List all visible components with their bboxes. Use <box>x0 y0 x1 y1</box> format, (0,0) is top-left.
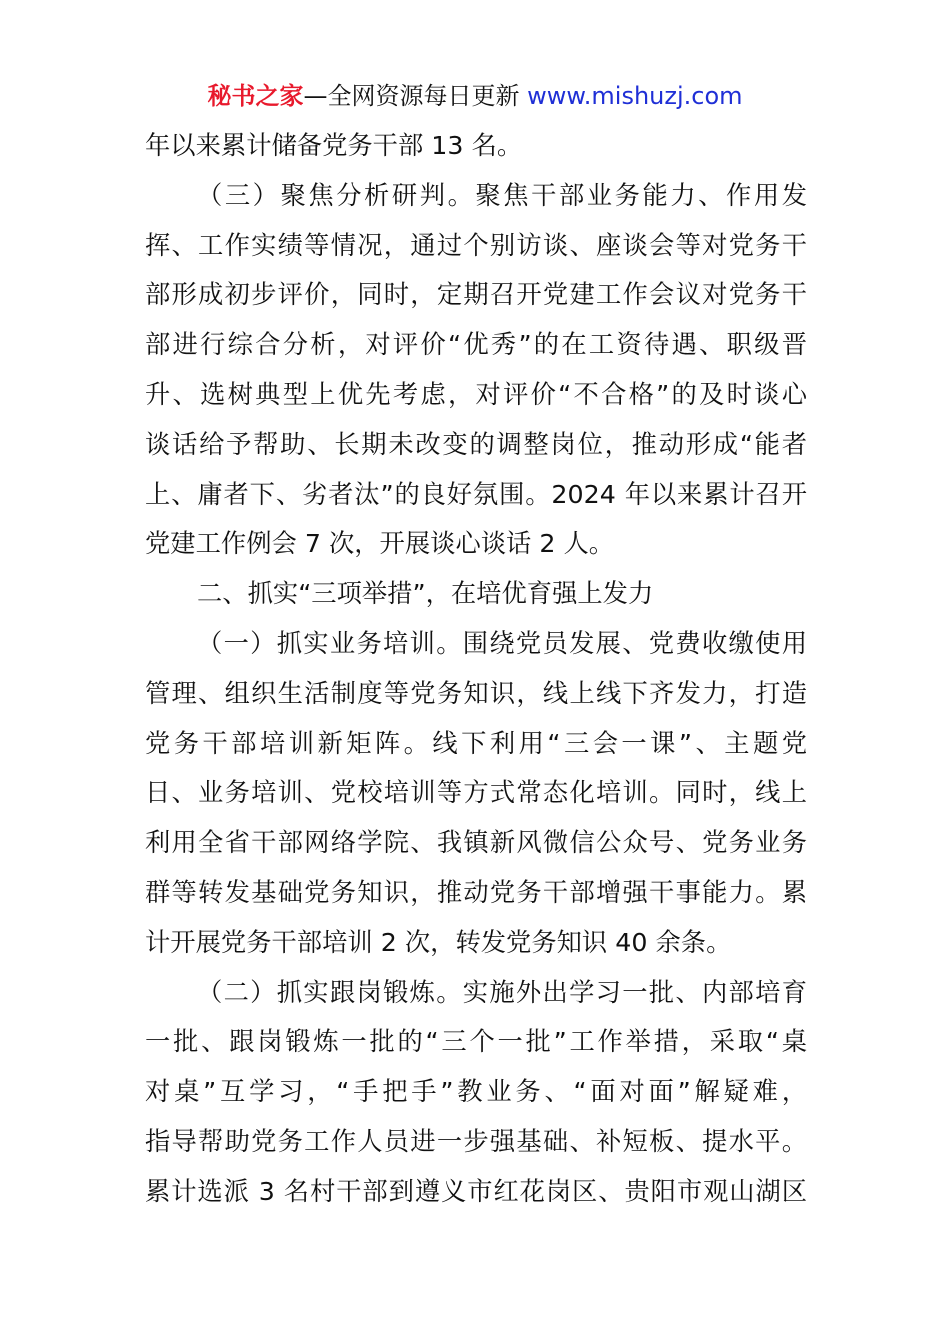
text-line: 利用全省干部网络学院、我镇新风微信公众号、党务业务 <box>145 828 807 858</box>
page-header <box>0 80 950 112</box>
document-body <box>145 121 807 1217</box>
text-line: （一）抓实业务培训。围绕党员发展、党费收缴使用 <box>197 628 807 658</box>
text-line: 部进行综合分析，对评价“优秀”的在工资待遇、职级晋 <box>145 330 807 360</box>
text-line: 谈话给予帮助、长期未改变的调整岗位，推动形成“能者 <box>145 429 807 459</box>
text-line: 群等转发基础党务知识，推动党务干部增强干事能力。累 <box>145 877 807 907</box>
text-line: 对桌”互学习，“手把手”教业务、“面对面”解疑难， <box>145 1077 807 1107</box>
text-line: 党建工作例会 7 次，开展谈心谈话 2 人。 <box>145 529 615 559</box>
text-line: （二）抓实跟岗锻炼。实施外出学习一批、内部培育 <box>197 977 807 1007</box>
text-line: 上、庸者下、劣者汰”的良好氛围。2024 年以来累计召开 <box>145 479 807 509</box>
text-line: 计开展党务干部培训 2 次，转发党务知识 40 余条。 <box>145 927 732 957</box>
text-line: 升、选树典型上优先考虑，对评价“不合格”的及时谈心 <box>145 379 807 409</box>
text-line: 指导帮助党务工作人员进一步强基础、补短板、提水平。 <box>145 1126 807 1156</box>
text-line: 日、业务培训、党校培训等方式常态化培训。同时，线上 <box>145 778 807 808</box>
text-line: 党务干部培训新矩阵。线下利用“三会一课”、主题党 <box>145 728 807 758</box>
site-tagline: —全网资源每日更新 <box>303 82 520 110</box>
text-line: 一批、跟岗锻炼一批的“三个一批”工作举措，采取“桌 <box>145 1027 807 1057</box>
text-line: 挥、工作实绩等情况，通过个别访谈、座谈会等对党务干 <box>145 230 807 260</box>
text-line: 部形成初步评价，同时，定期召开党建工作会议对党务干 <box>145 280 807 310</box>
site-url-link[interactable]: www.mishuzj.com <box>527 82 743 110</box>
text-line: （三）聚焦分析研判。聚焦干部业务能力、作用发 <box>197 180 807 210</box>
text-line: 累计选派 3 名村干部到遵义市红花岗区、贵阳市观山湖区 <box>145 1176 807 1206</box>
site-brand: 秘书之家 <box>207 82 304 110</box>
text-line: 年以来累计储备党务干部 13 名。 <box>145 131 523 160</box>
text-line: 二、抓实“三项举措”，在培优育强上发力 <box>197 579 654 609</box>
text-line: 管理、组织生活制度等党务知识，线上线下齐发力，打造 <box>145 678 807 708</box>
